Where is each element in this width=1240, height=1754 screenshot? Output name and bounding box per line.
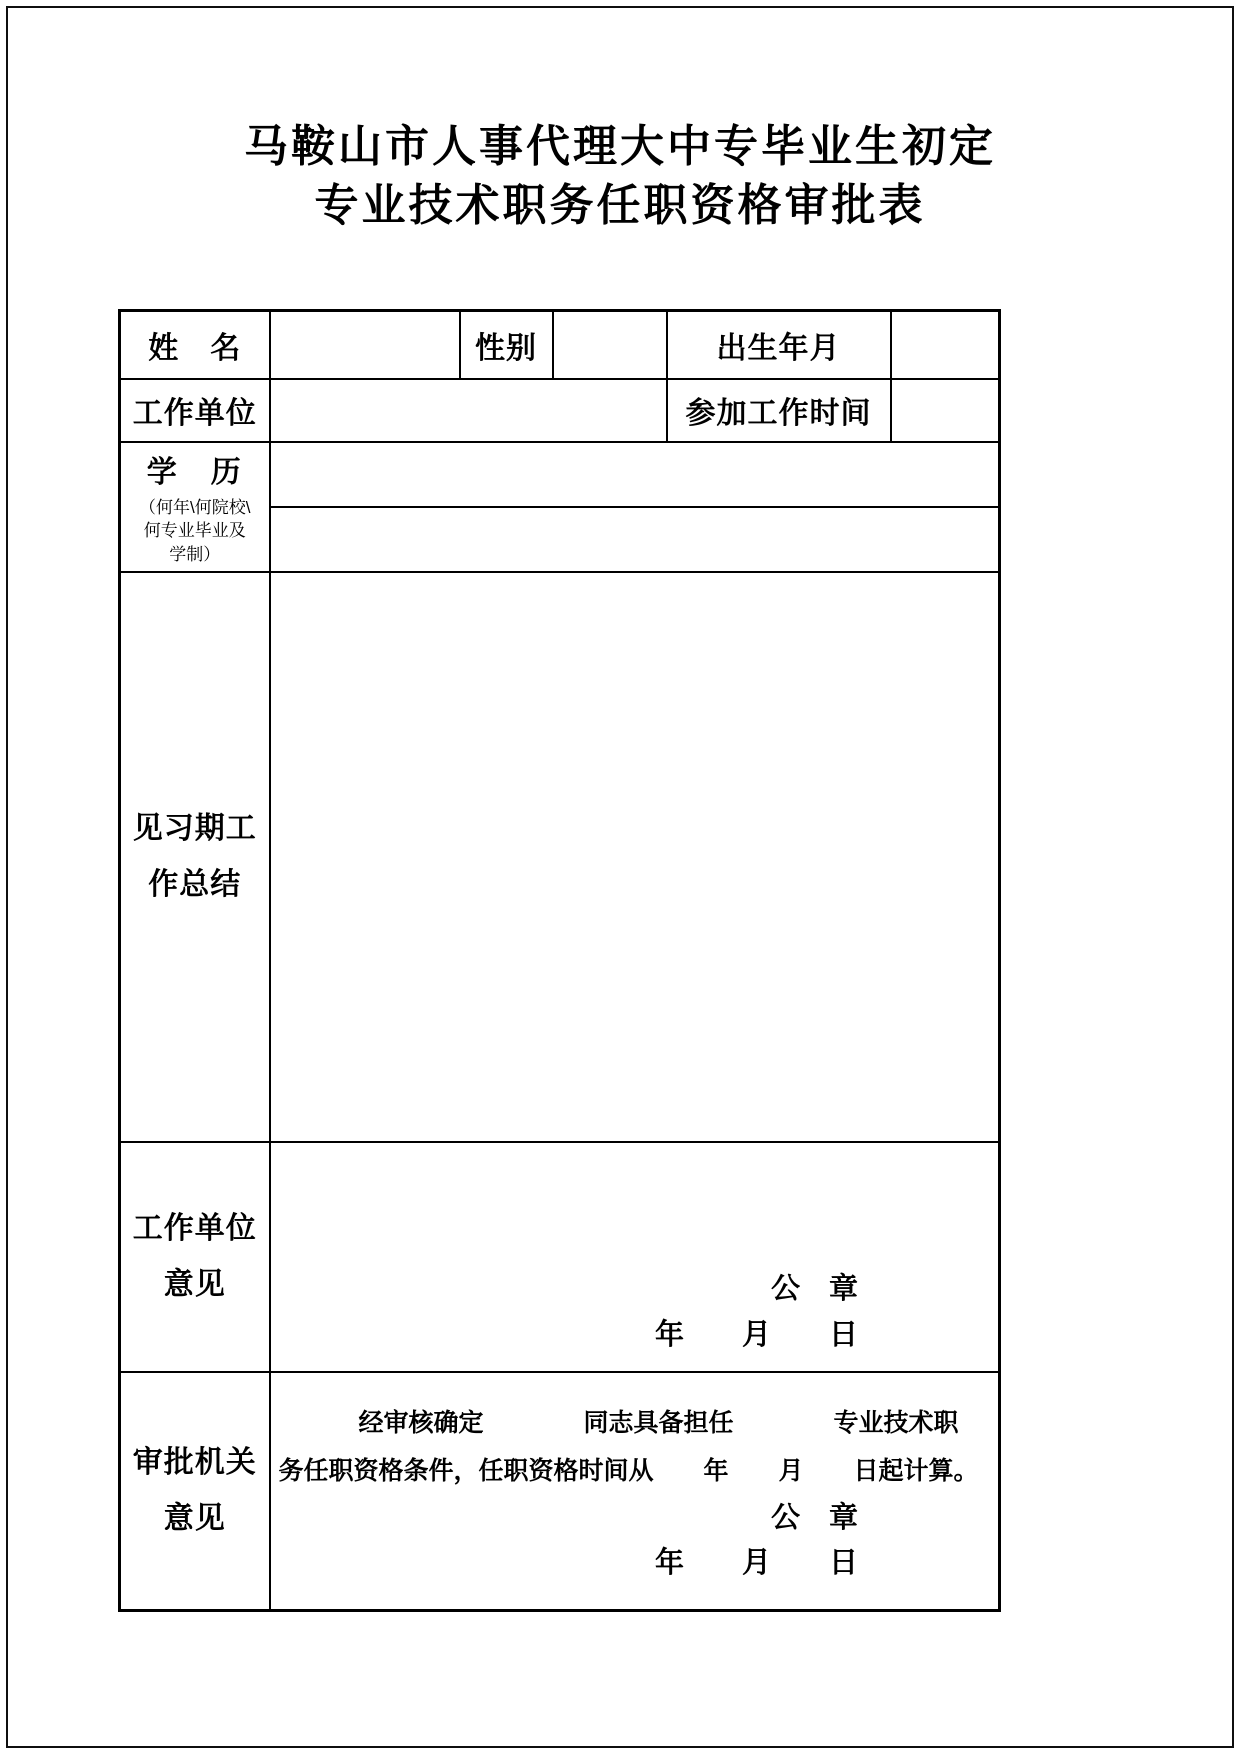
unit-opinion-label-line1: 工作单位 bbox=[132, 1212, 257, 1245]
unit-opinion-label bbox=[120, 1142, 270, 1372]
authority-opinion-seal-label: 公 章 bbox=[770, 1501, 858, 1534]
form-title bbox=[0, 118, 1240, 235]
education-value-cell-lower bbox=[270, 507, 1000, 572]
authority-opinion-date-line: 年 月 日 bbox=[654, 1547, 858, 1580]
probation-summary-label-line2: 作总结 bbox=[148, 867, 242, 901]
gender-value-cell bbox=[553, 311, 667, 379]
row-authority-opinion bbox=[120, 1372, 1000, 1611]
name-label: 姓 名 bbox=[120, 311, 270, 379]
education-label-sub-3: 学制） bbox=[169, 544, 221, 564]
authority-opinion-seal-block bbox=[271, 1496, 999, 1602]
unit-opinion-seal-block bbox=[271, 1267, 999, 1371]
probation-summary-value-cell bbox=[270, 572, 1000, 1142]
education-value-cell-upper bbox=[270, 442, 1000, 507]
unit-opinion-seal-label: 公 章 bbox=[770, 1272, 858, 1305]
authority-opinion-label-line1: 审批机关 bbox=[132, 1446, 257, 1480]
row-name-gender-birth bbox=[120, 311, 1000, 379]
authority-opinion-label-line2: 意见 bbox=[163, 1501, 226, 1535]
work-unit-value-cell bbox=[270, 379, 667, 442]
join-work-time-value-cell bbox=[891, 379, 1000, 442]
unit-opinion-date-line: 年 月 日 bbox=[654, 1318, 858, 1351]
probation-summary-label-line1: 见习期工 bbox=[132, 812, 257, 845]
work-unit-label: 工作单位 bbox=[120, 379, 270, 442]
education-label-main: 学 历 bbox=[146, 455, 243, 489]
row-probation-summary bbox=[120, 572, 1000, 1142]
birth-date-label: 出生年月 bbox=[667, 311, 891, 379]
authority-opinion-text-line1: 经审核确定 同志具备担任 专业技术职 bbox=[358, 1408, 959, 1437]
probation-summary-label bbox=[120, 572, 270, 1142]
authority-opinion-body bbox=[271, 1373, 999, 1602]
authority-opinion-content-cell bbox=[270, 1372, 1000, 1611]
unit-opinion-content-cell bbox=[270, 1142, 1000, 1372]
row-education-upper bbox=[120, 442, 1000, 507]
form-title-line1: 马鞍山市人事代理大中专毕业生初定 bbox=[244, 122, 996, 171]
authority-opinion-label bbox=[120, 1372, 270, 1611]
education-label bbox=[120, 442, 270, 572]
education-label-sub-2: 何专业毕业及 bbox=[143, 521, 246, 541]
birth-date-value-cell bbox=[891, 311, 1000, 379]
authority-opinion-text-line2: 务任职资格条件，任职资格时间从 年 月 日起计算。 bbox=[278, 1457, 979, 1485]
unit-opinion-label-line2: 意见 bbox=[163, 1267, 226, 1301]
gender-label: 性别 bbox=[460, 311, 553, 379]
row-unit-opinion bbox=[120, 1142, 1000, 1372]
approval-form-table bbox=[118, 309, 1001, 1612]
form-title-line2: 专业技术职务任职资格审批表 bbox=[314, 180, 926, 230]
row-work-unit bbox=[120, 379, 1000, 442]
education-label-sub-1: （何年\何院校\ bbox=[139, 497, 251, 517]
name-value-cell bbox=[270, 311, 460, 379]
join-work-time-label: 参加工作时间 bbox=[667, 379, 891, 442]
